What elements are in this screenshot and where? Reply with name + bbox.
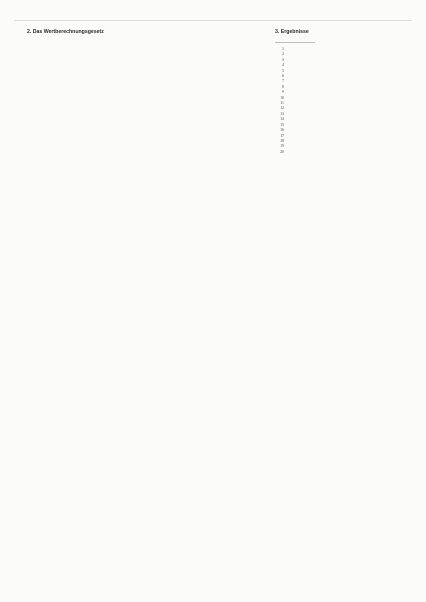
footnote-number: 8: [282, 84, 284, 89]
footnote-number: 9: [282, 90, 284, 95]
footnote-number: 16: [280, 128, 284, 133]
column-2: [150, 23, 275, 29]
section-heading: 2. Das Wertberechnungsgesetz: [27, 29, 104, 35]
footnote-number: 12: [280, 106, 284, 111]
footnote-number: 17: [280, 133, 284, 138]
footnote-number: 20: [280, 149, 284, 154]
footnote-number: 5: [282, 68, 284, 73]
footnote-number: 4: [282, 63, 284, 68]
footnote-list: [275, 47, 402, 155]
footnote-number: 1: [282, 47, 284, 51]
footnote-number: 10: [280, 95, 284, 100]
footnote-number: 2: [282, 52, 284, 57]
footnote-number: 14: [280, 117, 284, 122]
footnote-text: [287, 150, 402, 155]
header-rule: [14, 20, 412, 21]
footnote-number: 3: [282, 57, 284, 62]
section-heading: 3. Ergebnisse: [275, 29, 309, 35]
footnote-item: [275, 150, 402, 155]
footnote-number: 11: [280, 101, 284, 106]
column-3: [275, 23, 402, 155]
footnote-rule: [275, 42, 315, 43]
footnote-number: 19: [280, 144, 284, 149]
footnote-number: 13: [280, 111, 284, 116]
footnote-number: 15: [280, 122, 284, 127]
footnote-number: 18: [280, 138, 284, 143]
footnote-number: 7: [282, 79, 284, 84]
column-1: [27, 23, 152, 39]
footnote-number: 6: [282, 74, 284, 79]
